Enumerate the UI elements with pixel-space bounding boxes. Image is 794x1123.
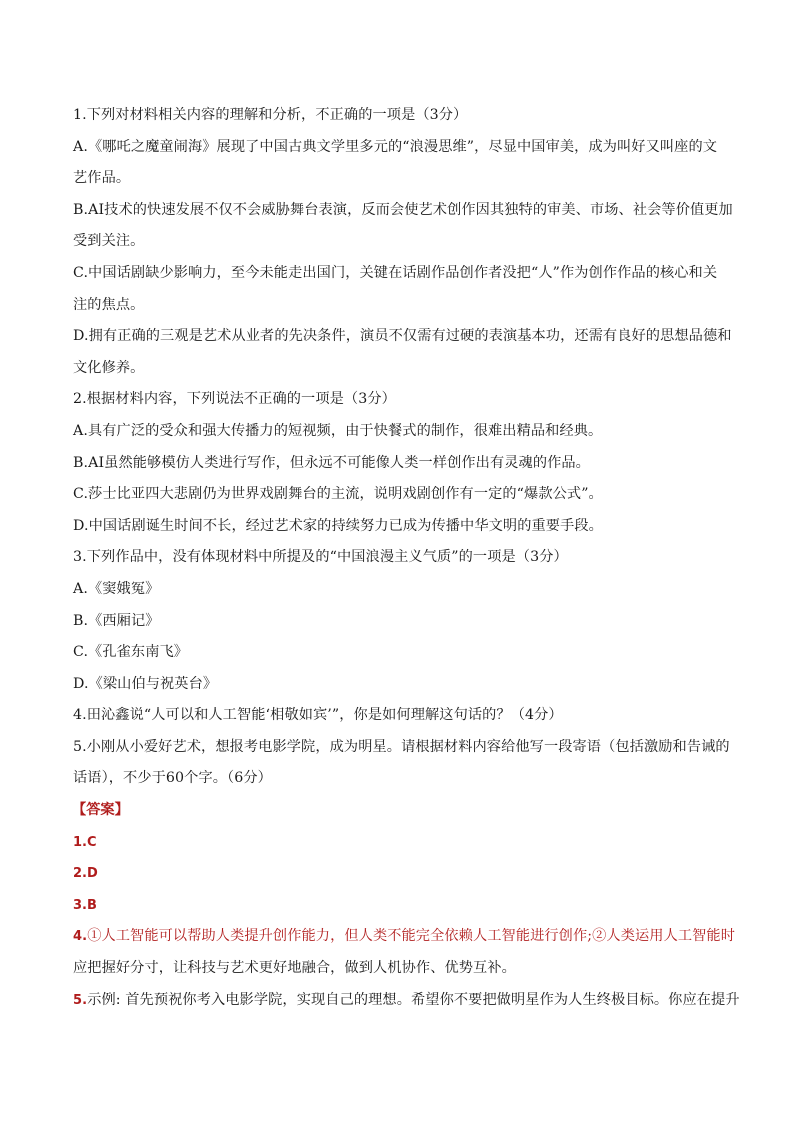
question-3-stem: 3.下列作品中，没有体现材料中所提及的“中国浪漫主义气质”的一项是（3分）	[73, 549, 568, 566]
question-4-stem: 4.田沁鑫说“人可以和人工智能‘相敬如宾’”，你是如何理解这句话的？（4分）	[73, 707, 563, 724]
answer-4-line-1	[73, 921, 736, 953]
answer-2: 2.D	[73, 866, 98, 882]
question-5-stem-line-1: 5.小刚从小爱好艺术，想报考电影学院，成为明星。请根据材料内容给他写一段寄语（包括激励和告诫的	[73, 738, 730, 755]
question-1-option-a-line-1: A.《哪吒之魔童闹海》展现了中国古典文学里多元的“浪漫思维”，尽显中国审美，成为叫好又叫座的文	[73, 138, 718, 155]
question-1-option-d-line-1: D.拥有正确的三观是艺术从业者的先决条件，演员不仅需有过硬的表演基本功，还需有良好的思想品德和	[73, 328, 732, 345]
answer-5-text-line-1: 示例: 首先预祝你考入电影学院，实现自己的理想。希望你不要把做明星作为人生终极目标。你应在提升	[87, 991, 740, 1008]
question-1-option-d-line-2: 文化修养。	[73, 359, 145, 376]
document-content	[72, 100, 740, 1016]
question-2-option-c: C.莎士比亚四大悲剧仍为世界戏剧舞台的主流，说明戏剧创作有一定的“爆款公式”。	[73, 486, 603, 503]
answer-5-line-1	[73, 985, 740, 1017]
question-3-option-a: A.《窦娥冤》	[73, 580, 160, 597]
answer-4-text-line-1: ①人工智能可以帮助人类提升创作能力，但人类不能完全依赖人工智能进行创作;②人类运用人工智能时	[87, 928, 736, 945]
question-1-option-a-line-2: 艺作品。	[73, 170, 131, 187]
answer-1: 1.C	[73, 834, 97, 850]
question-3-option-d: D.《梁山伯与祝英台》	[73, 675, 218, 692]
question-2-option-b: B.AI虽然能够模仿人类进行写作，但永远不可能像人类一样创作出有灵魂的作品。	[73, 454, 590, 471]
question-1-option-c-line-2: 注的焦点。	[73, 296, 145, 313]
answer-4-number: 4.	[73, 929, 88, 945]
question-2-option-d: D.中国话剧诞生时间不长，经过艺术家的持续努力已成为传播中华文明的重要手段。	[73, 517, 603, 534]
answer-4-line-2: 应把握好分寸，让科技与艺术更好地融合，做到人机协作、优势互补。	[73, 960, 516, 977]
answer-3: 3.B	[73, 897, 97, 913]
question-5-stem-line-2: 话语），不少于60个字。（6分）	[73, 770, 272, 787]
question-1-option-b-line-1: B.AI技术的快速发展不仅不会威胁舞台表演，反而会使艺术创作因其独特的审美、市场、社会等价值更加	[73, 201, 733, 218]
question-1-stem: 1.下列对材料相关内容的理解和分析，不正确的一项是（3分）	[73, 107, 468, 123]
question-2-option-a: A.具有广泛的受众和强大传播力的短视频，由于快餐式的制作，很难出精品和经典。	[73, 422, 603, 439]
question-3-option-c: C.《孔雀东南飞》	[73, 644, 189, 661]
question-2-stem: 2.根据材料内容，下列说法不正确的一项是（3分）	[73, 391, 396, 408]
question-3-option-b: B.《西厢记》	[73, 612, 160, 629]
answer-heading: 【答案】	[72, 802, 129, 819]
question-1-option-c-line-1: C.中国话剧缺少影响力，至今未能走出国门，关键在话剧作品创作者没把“人”作为创作作品的核心和关	[73, 264, 718, 281]
answer-5-number: 5.	[73, 992, 88, 1008]
question-1-option-b-line-2: 受到关注。	[73, 233, 145, 250]
